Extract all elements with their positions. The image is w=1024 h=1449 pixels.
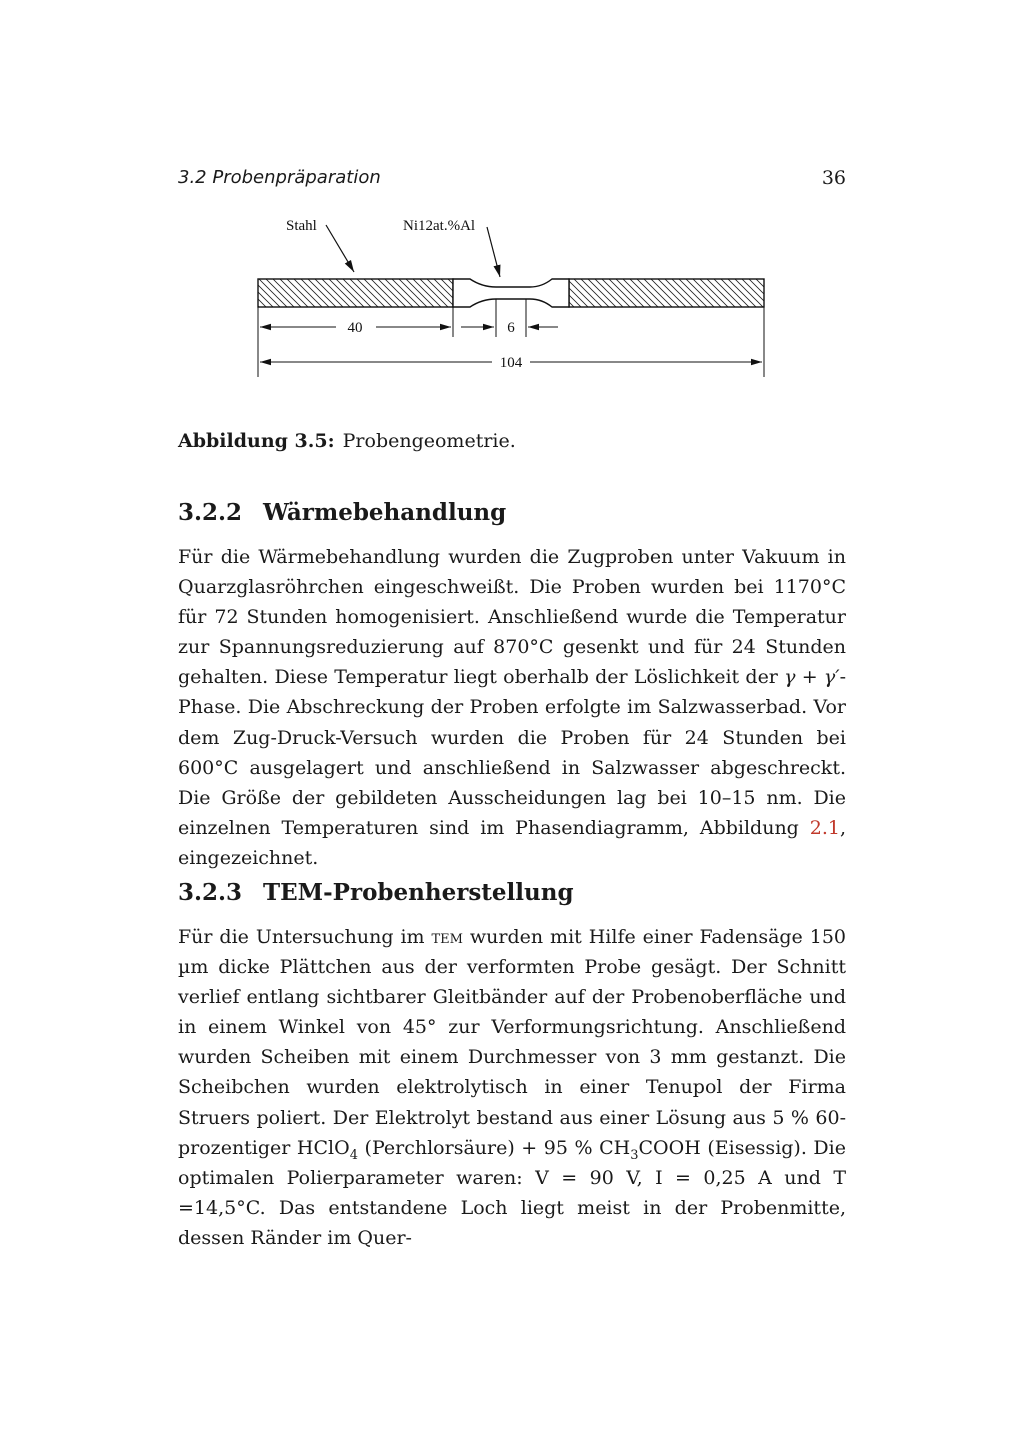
text-run: Für die Wärmebehandlung wurden die Zugproben unter Vakuum in Quarzglasröhrchen eingeschweißt. Die Proben wurden bei 1170°C für 72 Stunden homogenisiert. Anschließend wurde die Temperatur zur Spannungsreduzierung auf 870°C gesenkt und für 24 Stunden gehalten. Diese Temperatur liegt oberhalb der Löslichkeit der [178, 546, 846, 689]
text-run: wurden mit Hilfe einer Fadensäge 150 µm dicke Plättchen aus der verformten Probe gesägt. Der Schnitt verlief entlang sichtbarer Gleitbänder auf der Probenoberfläche und in einem Winkel von 45° zur Verformungsrichtung. Anschließend wurden Scheiben mit einem Durchmesser von 3 mm gestanzt. Die Scheibchen wurden elektrolytisch in einer Tenupol der Firma Struers poliert. Der Elektrolyt bestand aus einer Lösung aus 5 % 60-prozentiger HClO [178, 926, 846, 1159]
alloy-leader [487, 227, 500, 277]
section-number: 3.2.3 [178, 879, 243, 906]
dim-104-label: 104 [499, 355, 523, 371]
text-run: - Phase. Die Abschreckung der Proben erfolgte im Salzwasserbad. Vor dem Zug-Druck-Versuch wurden die Proben für 24 Stunden bei 600°C ausgelagert und anschließend in Salzwasser abgeschreckt. Die Größe der gebildeten Ausscheidungen lag bei 10–15 nm. Die einzelnen Temperaturen sind im Phasendiagramm, Abbildung [178, 666, 846, 839]
subscript: 3 [630, 1147, 639, 1163]
specimen-drawing [178, 205, 846, 395]
running-header [178, 166, 846, 190]
figure-caption [178, 427, 846, 455]
text-run: COOH (Eisessig). Die optimalen Polierparameter waren: V = 90 V, I = 0,25 A und T =14,5°C. Das entstandene Loch liegt meist in der Probenmitte, dessen Ränder im Quer- [178, 1136, 846, 1249]
figure-reference-link[interactable]: 2.1 [809, 816, 840, 839]
caption-text: Probengeometrie. [342, 430, 516, 452]
text-run: , eingezeichnet. [178, 816, 846, 869]
steel-grip-right [569, 279, 764, 307]
text-run: Für die Untersuchung im [178, 926, 432, 948]
caption-label: Abbildung 3.5: [178, 430, 335, 452]
dim-6-label: 6 [507, 320, 515, 336]
tem-abbreviation: tem [431, 926, 463, 948]
paragraph-heat-treatment [178, 542, 846, 873]
gamma-phase-symbol: γ + γ′ [784, 666, 840, 689]
section-heading-323 [178, 878, 574, 908]
steel-leader [326, 225, 354, 272]
dim-40-label: 40 [347, 320, 363, 336]
section-heading-322 [178, 498, 506, 528]
specimen-geometry-figure [178, 205, 846, 395]
text-run: (Perchlorsäure) + 95 % CH [357, 1136, 631, 1159]
header-section: 3.2 Probenpräparation [178, 167, 381, 188]
section-number: 3.2.2 [178, 499, 243, 526]
alloy-gauge-section [453, 279, 569, 307]
steel-grip-left [258, 279, 453, 307]
section-title: Wärmebehandlung [263, 499, 507, 526]
page-number: 36 [821, 167, 846, 189]
label-steel: Stahl [286, 218, 317, 234]
label-alloy: Ni12at.%Al [403, 218, 476, 234]
section-title: TEM-Probenherstellung [263, 879, 574, 906]
subscript: 4 [349, 1147, 358, 1163]
paragraph-tem-preparation [178, 922, 846, 1253]
